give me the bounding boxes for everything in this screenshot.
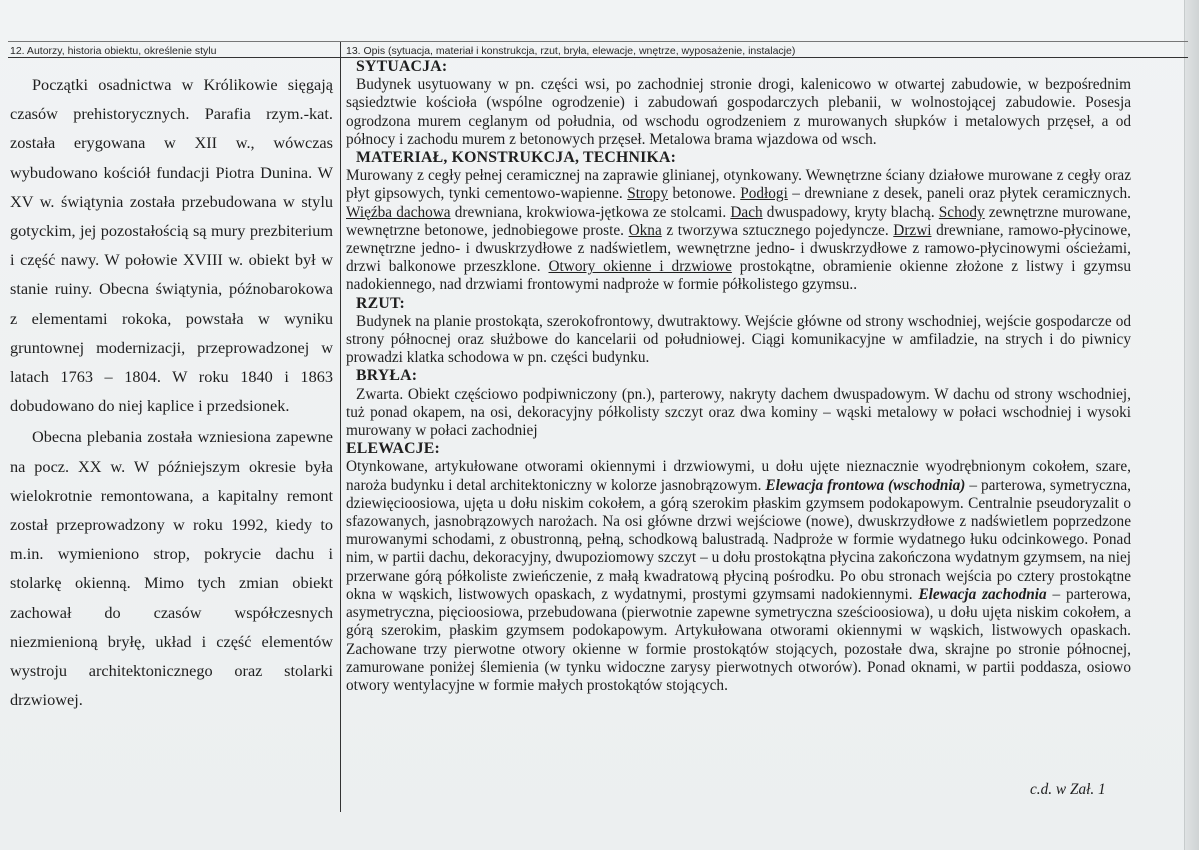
emphasis-term: Elewacja frontowa (wschodnia)	[765, 476, 966, 494]
history-column	[10, 70, 333, 714]
emphasis-term: Elewacja zachodnia	[918, 585, 1047, 603]
section-text-rzut: Budynek na planie prostokąta, szerokofrontowy, dwutraktowy. Wejście główne od strony wschodniej, wejście gospodarcze od strony północnej oraz służbowe do kancelarii od południowej. Ciągi komunikacyjne w amfiladzie, na strych i do piwnicy prowadzi klatka schodowa w pn. części budynku.	[346, 312, 1131, 367]
underlined-term: Otwory okienne i drzwiowe	[548, 258, 732, 276]
section-title-bryla: BRYŁA:	[356, 367, 418, 385]
section-title-elewacje: ELEWACJE:	[346, 440, 440, 458]
underlined-term: Drzwi	[893, 221, 932, 239]
underlined-term: Podłogi	[740, 185, 788, 203]
section-title-material: MATERIAŁ, KONSTRUKCJA, TECHNIKA:	[356, 149, 677, 167]
underlined-term: Dach	[730, 203, 763, 221]
left-column-header: 12. Autorzy, historia obiektu, określenie stylu	[10, 45, 217, 57]
section-text-material: Murowany z cegły pełnej ceramicznej na zaprawie glinianej, otynkowany. Wewnętrzne ściany działowe murowane z cegły oraz płyt gipsowych, tynki cementowo-wapienne. Stropy betonowe. Podłogi – drewniane z desek, paneli oraz płytek ceramicznych. Więźba dachowa drewniana, krokwiowa-jętkowa ze stolcami. Dach dwuspadowy, kryty blachą. Schody zewnętrzne murowane, wewnętrzne betonowe, jednobiegowe proste. Okna z tworzywa sztucznego pojedyncze. Drzwi drewniane, ramowo-płycinowe, zewnętrzne jedno- i dwuskrzydłowe z nadświetlem, wewnętrzne jedno- i dwuskrzydłowe z ramowo-płycinowymi ościeżami, drzwi balkonowe przeszklone. Otwory okienne i drzwiowe prostokątne, obramienie okienne złożone z listwy i gzymsu nadokiennego, nad drzwiami frontowymi nadproże w formie półkolistego gzymsu..	[346, 167, 1131, 294]
section-title-sytuacja: SYTUACJA:	[356, 58, 448, 75]
underlined-term: Okna	[628, 221, 662, 239]
underlined-term: Schody	[938, 203, 985, 221]
history-paragraph-1: Początki osadnictwa w Królikowie sięgają czasów prehistorycznych. Parafia rzym.-kat. została erygowana w XII w., wówczas wybudowano kościół fundacji Piotra Dunina. W XV w. świątynia została przebudowana w stylu gotyckim, jej pozostałością są mury prezbiterium i część nawy. W połowie XVIII w. obiekt był w stanie ruiny. Obecna świątynia, późnobarokowa z elementami rokoka, powstała w wyniku gruntownej modernizacji, przeprowadzonej w latach 1763 – 1804. W roku 1840 i 1863 dobudowano do niej kaplice i przedsionek.	[10, 75, 333, 416]
section-text-elewacje: Otynkowane, artykułowane otworami okiennymi i drzwiowymi, u dołu ujęte nieznacznie wyodrębnionym cokołem, szare, naroża budynku i detal architektoniczny w kolorze jasnobrązowym. Elewacja frontowa (wschodnia) – parterowa, symetryczna, dziewięcioosiowa, ujęta u dołu niskim cokołem, a górą szerokim płaskim gzymsem podokapowym. Centralnie pseudoryzalit o sfazowanych, jasnobrązowych narożach. Na osi główne drzwi wejściowe (nowe), dwuskrzydłowe z nadświetlem poprzedzone murowanymi schodami, z obustronną, pełną, schodkową balustradą. Nadproże w formie wydatnego łuku odcinkowego. Ponad nim, w partii dachu, dekoracyjny, dwupoziomowy szczyt – u dołu prostokątna płycina zakończona wydatnym gzymsem, na niej przerwane górą półkoliste zwieńczenie, z małą kwadratową płyciną pośrodku. Po obu stronach wejścia po cztery prostokątne okna w wąskich, listwowych opaskach, z wydatnymi, prostymi gzymsami nadokiennymi. Elewacja zachodnia – parterowa, asymetryczna, pięcioosiowa, przebudowana (pierwotnie zapewne symetryczna sześcioosiowa), u dołu ujęta niskim cokołem, a górą szerokim, płaskim gzymsem podokapowym. Artykułowana otworami okiennymi w wąskich, listwowych opaskach. Zachowane trzy pierwotne otwory okienne w formie prostokątów stojących, pozostałe dwa, skrajne po stronie północnej, zamurowane poniżej ślemienia (w tynku widoczne zarysy pierwotnych otworów). Ponad oknami, w partii poddasza, osiowo otwory wentylacyjne w formie małych prostokątów stojących.	[346, 458, 1131, 694]
top-rule	[8, 41, 1188, 42]
section-text-bryla: Zwarta. Obiekt częściowo podpiwniczony (pn.), parterowy, nakryty dachem dwuspadowym. W dachu od strony wschodniej, tuż ponad okapem, na osi, dekoracyjny półkolisty szczyt oraz dwa kominy – wąski metalowy w połaci wschodniej i wysoki murowany w połaci zachodniej	[346, 385, 1131, 440]
history-paragraph-2: Obecna plebania została wzniesiona zapewne na pocz. XX w. W późniejszym okresie była wielokrotnie remontowana, a kapitalny remont został przeprowadzony w roku 1992, kiedy to m.in. wymieniono strop, pokrycie dachu i stolarkę okienną. Mimo tych zmian obiekt zachował do czasów współczesnych niezmienioną bryłę, układ i część elementów wystroju architektonicznego oraz stolarki drzwiowej.	[10, 427, 333, 710]
continuation-note: c.d. w Zał. 1	[1030, 781, 1106, 798]
column-divider	[340, 42, 341, 812]
section-title-rzut: RZUT:	[356, 294, 405, 312]
description-column	[346, 58, 1131, 695]
scan-edge	[1184, 0, 1199, 850]
right-column-header: 13. Opis (sytuacja, materiał i konstrukcja, rzut, bryła, elewacje, wnętrze, wyposażenie, instalacje)	[346, 45, 796, 57]
underlined-term: Stropy	[627, 185, 669, 203]
underlined-term: Więźba dachowa	[346, 203, 451, 221]
section-text-sytuacja: Budynek usytuowany w pn. części wsi, po zachodniej stronie drogi, kalenicowo w otwartej zabudowie, w bezpośrednim sąsiedztwie kościoła (wspólne ogrodzenie) i zabudowań gospodarczych plebanii, w wolnostojącej zabudowie. Posesja ogrodzona murem ceglanym od południa, od wschodu ogrodzeniem z murowanych słupków i metalowych przęseł, a od północy i zachodu murem z betonowych przęseł. Metalowa brama wjazdowa od wsch.	[346, 76, 1131, 148]
